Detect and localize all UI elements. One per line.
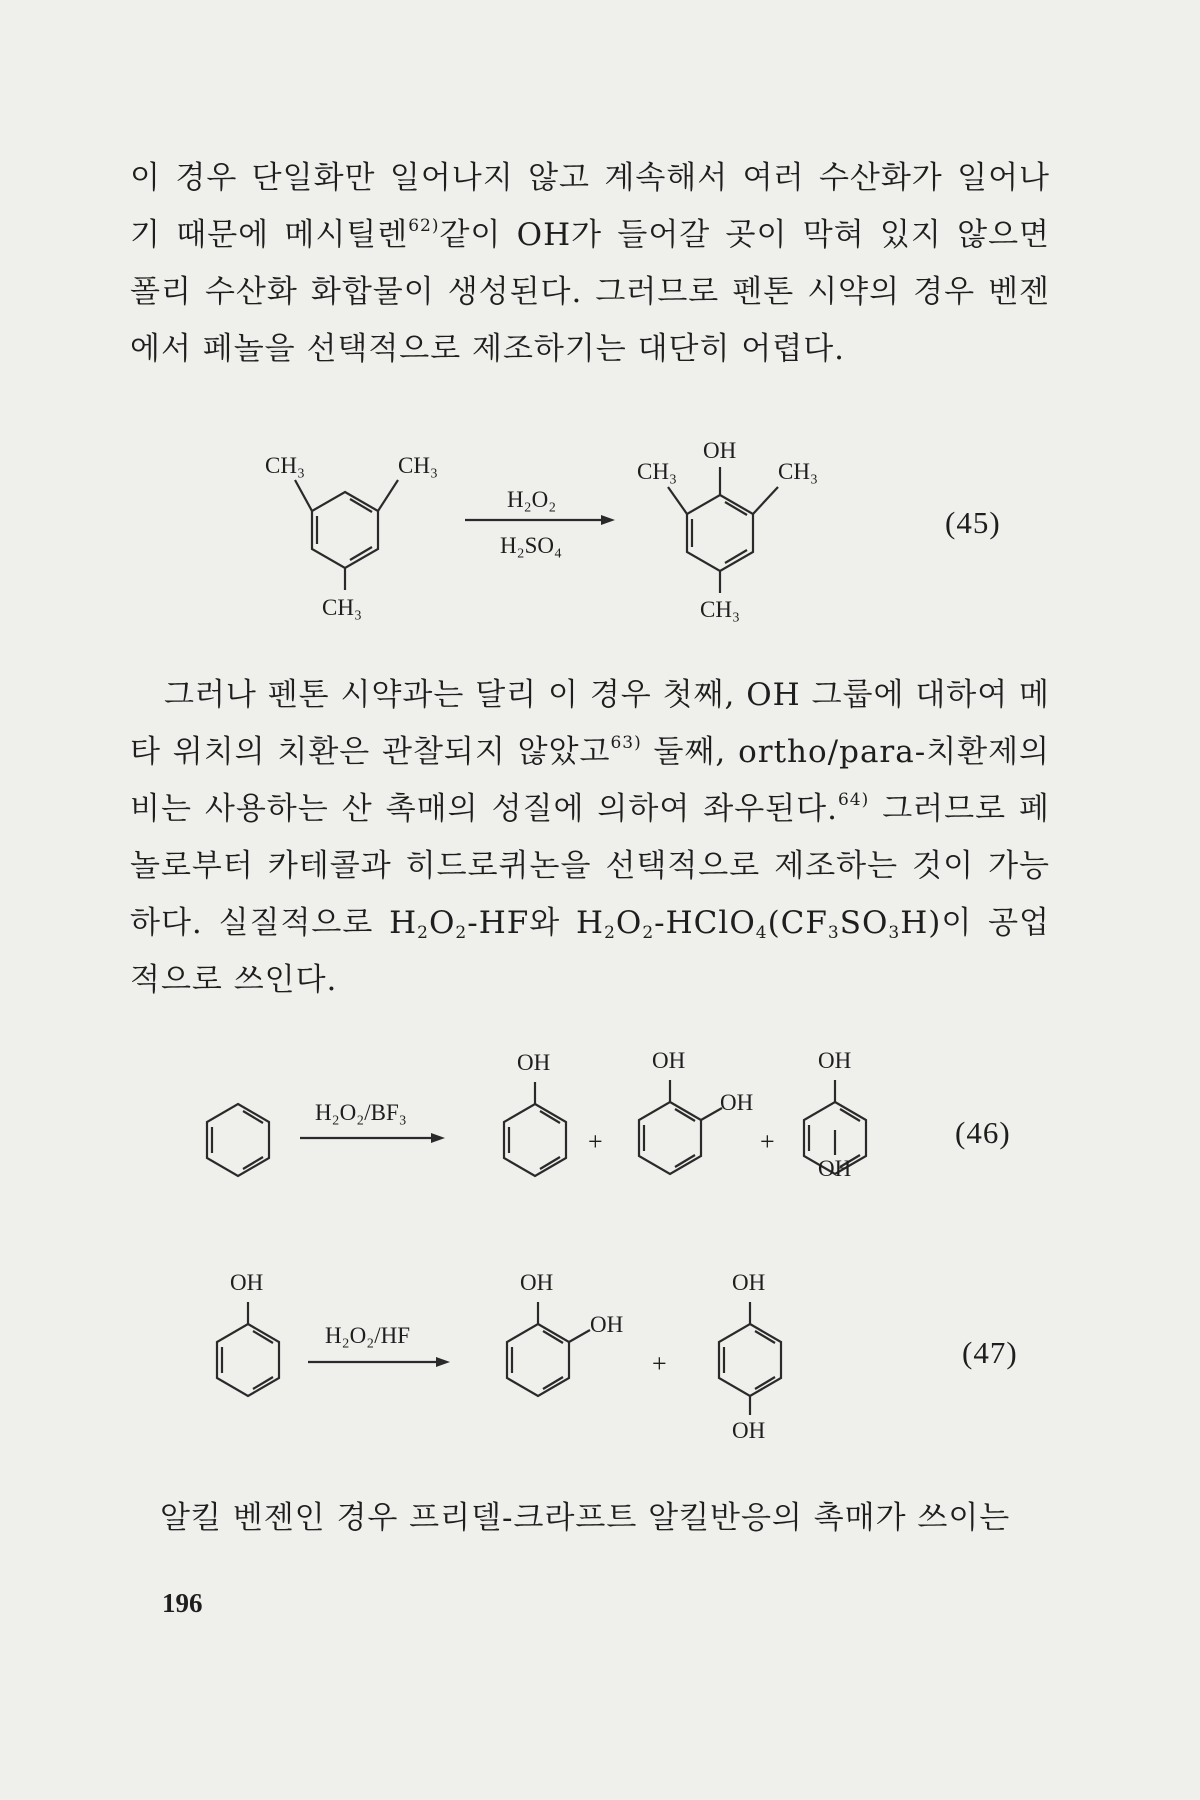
phenol-oh-label: OH [230, 1270, 264, 1295]
equation-number-45: (45) [945, 505, 1001, 540]
equation-number-47: (47) [962, 1335, 1018, 1370]
reagent-h2o2: H₂O₂ [507, 487, 557, 512]
reagent-h2so4: H₂SO₄ [500, 533, 563, 558]
product-ch3-label-2: CH₃ [778, 459, 818, 484]
hydroquinone-oh-label-1: OH [732, 1270, 766, 1295]
page-number: 196 [162, 1588, 203, 1618]
footnote-ref-63: 63) [610, 733, 642, 753]
hydroquinone-oh-label-1: OH [818, 1048, 852, 1073]
reagent-h2o2-hf: H₂O₂/HF [325, 1323, 411, 1348]
product-oh-label: OH [703, 438, 737, 463]
equation-number-46: (46) [955, 1115, 1011, 1150]
catechol-oh-label-2: OH [720, 1090, 754, 1115]
scheme-47 [0, 1245, 1200, 1445]
mesitylene-ch3-label-2: CH₃ [398, 453, 438, 478]
scheme-46 [0, 1020, 1200, 1210]
plus-sign: + [652, 1349, 667, 1378]
catechol-oh-label-1: OH [652, 1048, 686, 1073]
paragraph-2: 그러나 펜톤 시약과는 달리 이 경우 첫째, OH 그룹에 대하여 메타 위치의 치환은 관찰되지 않았고$^{63)}$ 둘째, ortho/para-치환제의 비는 사용하는 산 촉매의 성질에 의하여 좌우된다.$^{64)}$ 그러므로 페놀로부터 카테콜과 히드로퀴논을 선택적으로 제조하는 것이 가능하다. 실질적으로 $H_2O_2-HF$와 $H_2O_2-HClO_4(CF_3SO_3H)$이 공업적으로 쓰인다. [130, 677, 1050, 998]
paragraph-3: 알킬 벤젠인 경우 프리델-크라프트 알킬반응의 촉매가 쓰이는 [160, 1500, 1011, 1536]
mesitylene-ch3-label-1: CH₃ [265, 453, 305, 478]
footnote-ref-64: 64) [837, 790, 870, 810]
product-ch3-label-3: CH₃ [700, 597, 740, 622]
reagent-h2o2-bf3: H₂O₂/BF₃ [315, 1100, 407, 1125]
paragraph-1: 이 경우 단일화만 일어나지 않고 계속해서 여러 수산화가 일어나기 때문에 메시틸렌$^{62)}$같이 OH가 들어갈 곳이 막혀 있지 않으면 폴리 수산화 화합물이 생성된다. 그러므로 펜톤 시약의 경우 벤젠에서 페놀을 선택적으로 제조하기는 대단히 어렵다. [130, 160, 1050, 367]
plus-sign-2: + [760, 1127, 775, 1156]
phenol-oh-label: OH [517, 1050, 551, 1075]
catechol-oh-label-2: OH [590, 1312, 624, 1337]
mesitylene-ch3-label-3: CH₃ [322, 595, 362, 620]
scheme-45 [0, 415, 1200, 635]
plus-sign-1: + [588, 1127, 603, 1156]
product-ch3-label-1: CH₃ [637, 459, 677, 484]
catechol-oh-label-1: OH [520, 1270, 554, 1295]
hydroquinone-oh-label-2: OH [818, 1156, 852, 1181]
footnote-ref-62: 62) [408, 216, 440, 236]
hydroquinone-oh-label-2: OH [732, 1418, 766, 1443]
